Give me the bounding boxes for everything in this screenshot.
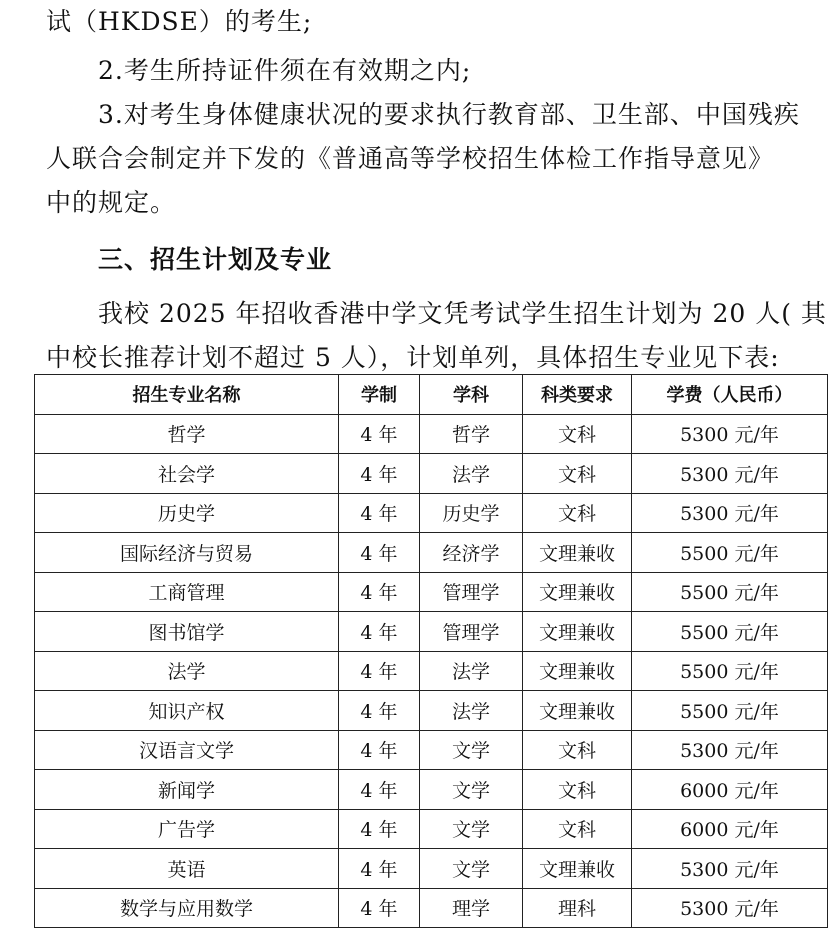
cell-discipline: 哲学: [420, 414, 523, 454]
cell-major: 工商管理: [35, 572, 339, 612]
cell-discipline: 理学: [420, 888, 523, 928]
table-row: [35, 809, 828, 849]
cell-discipline: 管理学: [420, 572, 523, 612]
cell-major: 哲学: [35, 414, 339, 454]
cell-major: 法学: [35, 651, 339, 691]
cell-tuition: 5500 元/年: [632, 691, 828, 731]
cell-duration: 4 年: [339, 730, 420, 770]
cell-tuition: 5300 元/年: [632, 454, 828, 494]
cell-tuition: 6000 元/年: [632, 809, 828, 849]
cell-major: 数学与应用数学: [35, 888, 339, 928]
table-row: [35, 493, 828, 533]
cell-tuition: 5300 元/年: [632, 414, 828, 454]
cell-tuition: 6000 元/年: [632, 770, 828, 810]
text-line-7: 中校长推荐计划不超过 5 人），计划单列，具体招生专业见下表:: [46, 343, 780, 372]
text-line-6: 我校 2025 年招收香港中学文凭考试学生招生计划为 20 人( 其: [98, 299, 827, 328]
cell-discipline: 管理学: [420, 612, 523, 652]
cell-major: 国际经济与贸易: [35, 533, 339, 573]
table-row: [35, 691, 828, 731]
cell-major: 历史学: [35, 493, 339, 533]
cell-track: 文科: [523, 454, 632, 494]
cell-major: 知识产权: [35, 691, 339, 731]
text-line-2: 2.考生所持证件须在有效期之内;: [98, 56, 472, 85]
cell-tuition: 5300 元/年: [632, 730, 828, 770]
table-header-row: [35, 375, 828, 415]
cell-track: 文科: [523, 493, 632, 533]
header-discipline: 学科: [420, 375, 523, 415]
section-heading: 三、招生计划及专业: [98, 245, 333, 274]
cell-duration: 4 年: [339, 493, 420, 533]
cell-duration: 4 年: [339, 572, 420, 612]
cell-major: 图书馆学: [35, 612, 339, 652]
cell-major: 广告学: [35, 809, 339, 849]
cell-tuition: 5300 元/年: [632, 888, 828, 928]
cell-discipline: 法学: [420, 651, 523, 691]
header-track: 科类要求: [523, 375, 632, 415]
cell-discipline: 经济学: [420, 533, 523, 573]
cell-tuition: 5500 元/年: [632, 572, 828, 612]
cell-duration: 4 年: [339, 691, 420, 731]
table-row: [35, 888, 828, 928]
table-body: [35, 414, 828, 928]
header-major: 招生专业名称: [35, 375, 339, 415]
cell-duration: 4 年: [339, 533, 420, 573]
header-tuition: 学费（人民币）: [632, 375, 828, 415]
cell-track: 文科: [523, 809, 632, 849]
cell-track: 文科: [523, 414, 632, 454]
cell-major: 英语: [35, 849, 339, 889]
cell-track: 文理兼收: [523, 612, 632, 652]
cell-duration: 4 年: [339, 651, 420, 691]
cell-major: 社会学: [35, 454, 339, 494]
table-row: [35, 612, 828, 652]
table-row: [35, 572, 828, 612]
cell-track: 文理兼收: [523, 691, 632, 731]
text-line-3: 3.对考生身体健康状况的要求执行教育部、卫生部、中国残疾: [98, 100, 800, 129]
cell-discipline: 法学: [420, 454, 523, 494]
cell-track: 文理兼收: [523, 651, 632, 691]
cell-track: 文科: [523, 730, 632, 770]
cell-discipline: 历史学: [420, 493, 523, 533]
cell-duration: 4 年: [339, 888, 420, 928]
cell-duration: 4 年: [339, 849, 420, 889]
cell-major: 新闻学: [35, 770, 339, 810]
cell-discipline: 法学: [420, 691, 523, 731]
cell-track: 文科: [523, 770, 632, 810]
table-row: [35, 770, 828, 810]
cell-duration: 4 年: [339, 770, 420, 810]
table-row: [35, 533, 828, 573]
cell-tuition: 5500 元/年: [632, 612, 828, 652]
text-line-1: 试（HKDSE）的考生;: [46, 7, 313, 36]
cell-duration: 4 年: [339, 809, 420, 849]
cell-discipline: 文学: [420, 730, 523, 770]
table-row: [35, 849, 828, 889]
cell-discipline: 文学: [420, 849, 523, 889]
cell-tuition: 5300 元/年: [632, 849, 828, 889]
cell-track: 理科: [523, 888, 632, 928]
cell-tuition: 5500 元/年: [632, 533, 828, 573]
cell-major: 汉语言文学: [35, 730, 339, 770]
table-row: [35, 454, 828, 494]
cell-duration: 4 年: [339, 414, 420, 454]
table-row: [35, 651, 828, 691]
cell-tuition: 5300 元/年: [632, 493, 828, 533]
cell-track: 文理兼收: [523, 572, 632, 612]
table-row: [35, 730, 828, 770]
cell-discipline: 文学: [420, 770, 523, 810]
text-line-5: 中的规定。: [46, 188, 177, 217]
cell-track: 文理兼收: [523, 533, 632, 573]
cell-duration: 4 年: [339, 454, 420, 494]
enrollment-plan-table: [34, 374, 828, 928]
cell-duration: 4 年: [339, 612, 420, 652]
cell-track: 文理兼收: [523, 849, 632, 889]
cell-tuition: 5500 元/年: [632, 651, 828, 691]
table-row: [35, 414, 828, 454]
cell-discipline: 文学: [420, 809, 523, 849]
text-line-4: 人联合会制定并下发的《普通高等学校招生体检工作指导意见》: [46, 144, 775, 173]
header-duration: 学制: [339, 375, 420, 415]
